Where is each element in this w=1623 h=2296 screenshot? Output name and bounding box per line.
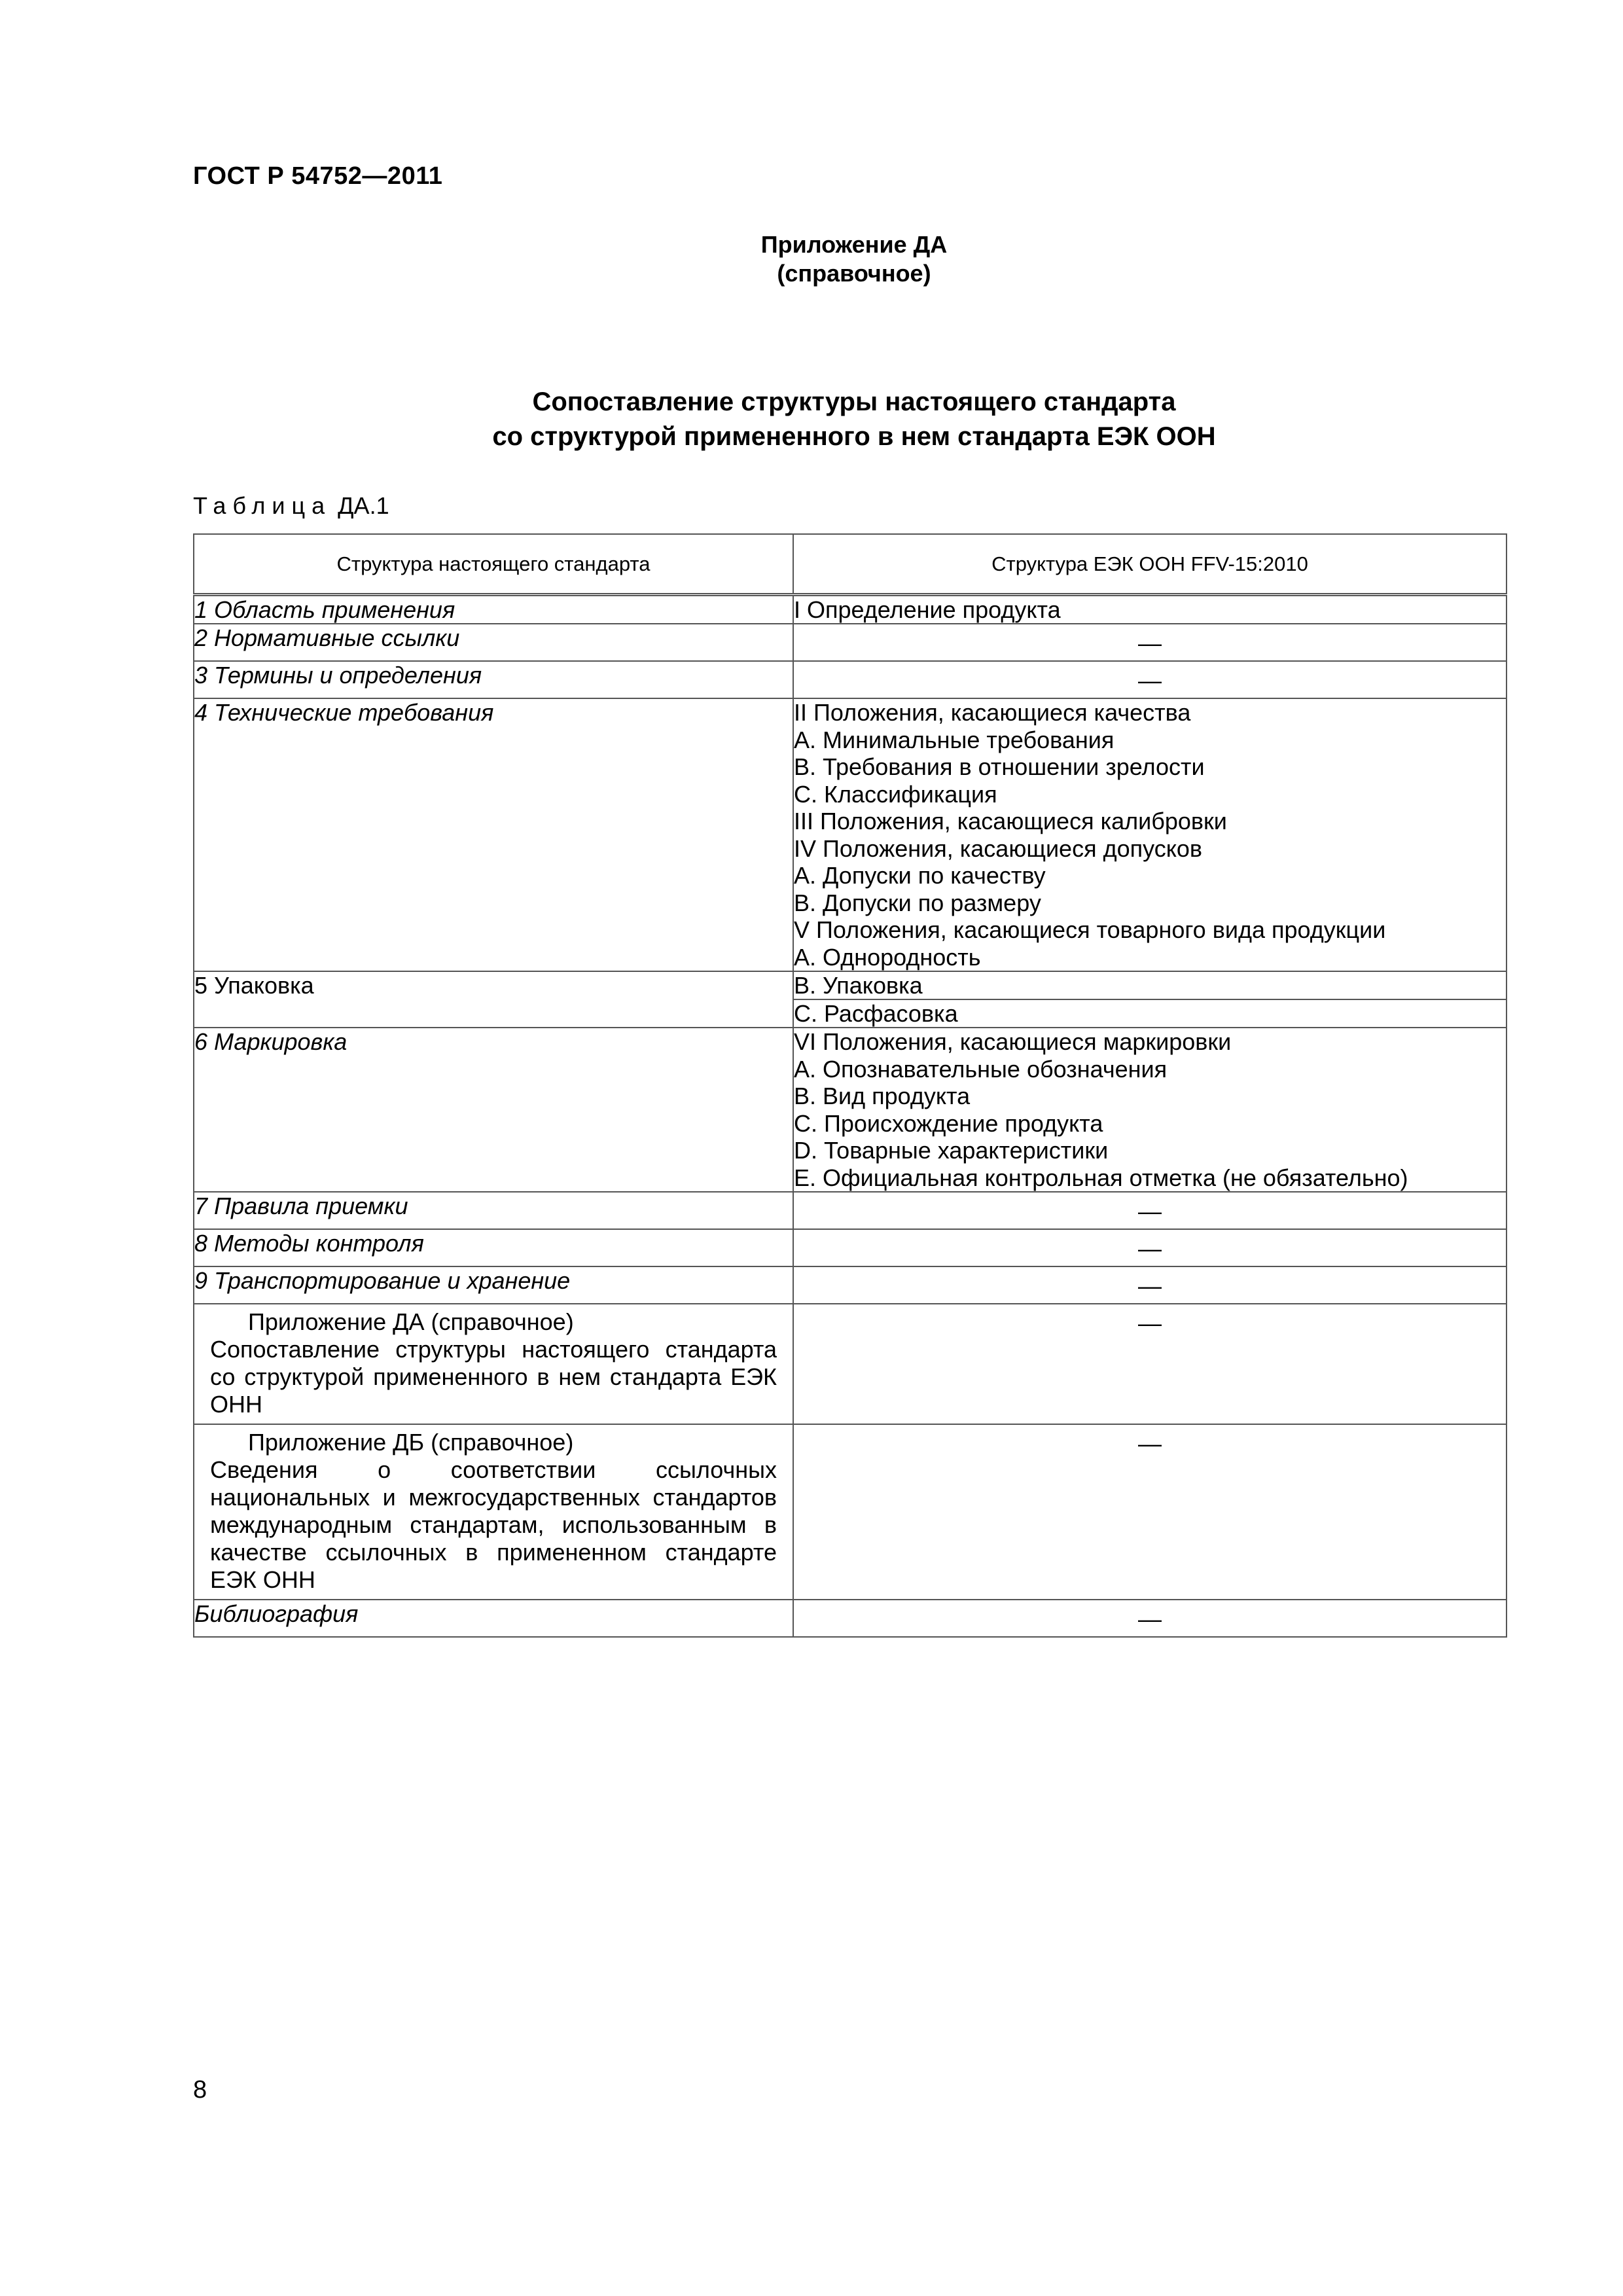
- row-left-cell: 2 Нормативные ссылки: [194, 624, 793, 661]
- row-right-cell: —: [793, 1424, 1507, 1600]
- list-item: A. Допуски по качеству: [794, 862, 1046, 889]
- annex-reference-title: Приложение ДБ (справочное): [248, 1429, 574, 1456]
- table-header-row: [194, 534, 1507, 595]
- document-title-line-1: Сопоставление структуры настоящего стандарта: [532, 387, 1176, 416]
- row-left-cell: 3 Термины и определения: [194, 661, 793, 698]
- row-left-cell: [194, 1304, 793, 1424]
- table-row: [194, 698, 1507, 971]
- annex-heading: [0, 230, 1623, 288]
- table-row: [194, 595, 1507, 624]
- column-header-unece: Структура ЕЭК ООН FFV-15:2010: [793, 534, 1507, 595]
- row-left-cell: Библиография: [194, 1600, 793, 1637]
- list-item: C. Классификация: [794, 780, 997, 808]
- page-number: 8: [193, 2076, 207, 2104]
- table-row: [194, 1229, 1507, 1266]
- list-item: D. Товарные характеристики: [794, 1137, 1109, 1164]
- document-standard-number: ГОСТ Р 54752—2011: [193, 162, 443, 190]
- structure-comparison-table: [193, 533, 1507, 1638]
- table-row: [194, 1424, 1507, 1600]
- list-item: A. Опознавательные обозначения: [794, 1055, 1168, 1083]
- annex-reference-description: Сопоставление структуры настоящего стандарта со структурой примененного в нем стандарта ЕЭК ОНН: [210, 1336, 777, 1418]
- row-left-cell: 5 Упаковка: [194, 971, 793, 1028]
- list-item: B. Требования в отношении зрелости: [794, 753, 1205, 780]
- row-left-cell: 1 Область применения: [194, 595, 793, 624]
- annex-reference-title: Приложение ДА (справочное): [248, 1308, 574, 1335]
- row-left-cell: 6 Маркировка: [194, 1028, 793, 1192]
- row-left-cell: 4 Технические требования: [194, 698, 793, 971]
- table-row: [194, 971, 1507, 999]
- list-item: V Положения, касающиеся товарного вида продукции: [794, 916, 1386, 943]
- row-right-cell: —: [793, 1600, 1507, 1637]
- row-right-cell: [793, 1028, 1507, 1192]
- row-right-cell: —: [793, 624, 1507, 661]
- annex-type: (справочное): [777, 260, 931, 287]
- list-item: IV Положения, касающиеся допусков: [794, 834, 1202, 862]
- row-right-cell: C. Расфасовка: [793, 999, 1507, 1028]
- row-right-cell: B. Упаковка: [793, 971, 1507, 999]
- document-title: [0, 385, 1623, 454]
- list-item: III Положения, касающиеся калибровки: [794, 808, 1227, 834]
- list-item: A. Однородность: [794, 943, 981, 971]
- row-right-cell: I Определение продукта: [793, 595, 1507, 624]
- row-left-cell: 8 Методы контроля: [194, 1229, 793, 1266]
- table-caption-number: ДА.1: [338, 492, 389, 519]
- document-title-line-2: со структурой примененного в нем стандарта ЕЭК ООН: [492, 422, 1216, 451]
- row-right-cell: —: [793, 1304, 1507, 1424]
- table-row: [194, 1028, 1507, 1192]
- column-header-national: Структура настоящего стандарта: [194, 534, 793, 595]
- annex-reference-description: Сведения о соответствии ссылочных национальных и межгосударственных стандартов международным стандартам, использованным в качестве ссылочных в примененном стандарте ЕЭК ОНН: [210, 1456, 777, 1593]
- table-row: [194, 661, 1507, 698]
- annex-title: Приложение ДА: [760, 231, 948, 258]
- list-item: C. Происхождение продукта: [794, 1109, 1103, 1137]
- row-left-cell: [194, 1424, 793, 1600]
- table-caption: [193, 492, 389, 520]
- row-right-cell: [793, 698, 1507, 971]
- table-row: [194, 1192, 1507, 1229]
- table-row: [194, 624, 1507, 661]
- table-caption-word: Таблица: [193, 492, 332, 519]
- list-item: A. Минимальные требования: [794, 726, 1115, 753]
- row-left-cell: 7 Правила приемки: [194, 1192, 793, 1229]
- list-item: VI Положения, касающиеся маркировки: [794, 1028, 1232, 1055]
- list-item: B. Допуски по размеру: [794, 889, 1041, 916]
- table-row: [194, 1600, 1507, 1637]
- row-right-cell: —: [793, 661, 1507, 698]
- table-row: [194, 1304, 1507, 1424]
- table-row: [194, 1266, 1507, 1304]
- list-item: B. Вид продукта: [794, 1083, 971, 1109]
- list-item: II Положения, касающиеся качества: [794, 699, 1191, 726]
- row-left-cell: 9 Транспортирование и хранение: [194, 1266, 793, 1304]
- row-right-cell: —: [793, 1229, 1507, 1266]
- list-item: E. Официальная контрольная отметка (не обязательно): [794, 1164, 1408, 1191]
- row-right-cell: —: [793, 1266, 1507, 1304]
- row-right-cell: —: [793, 1192, 1507, 1229]
